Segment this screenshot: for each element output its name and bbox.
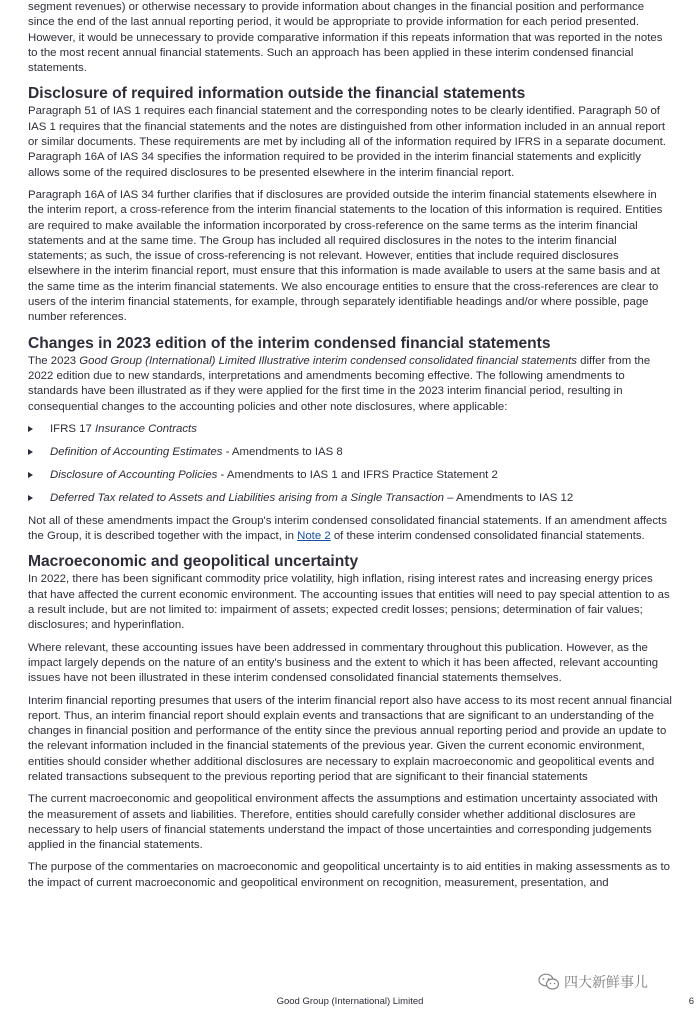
bullet-icon — [28, 426, 33, 432]
italic-title: Good Group (International) Limited Illustrative interim condensed consolidated financial statements — [79, 354, 577, 367]
wechat-icon — [538, 973, 560, 991]
paragraph: Paragraph 51 of IAS 1 requires each financial statement and the corresponding notes to be clearly identified. Paragraph 50 of IAS 1 requires that the financial statements and the notes are distinguished from other information included in an annual report or similar documents. These requirements are met by including all of the information required by IFRS in a separate document. Paragraph 16A of IAS 34 specifies the information required to be provided in the interim financial statements and explicitly allows some of the required disclosures to be presented elsewhere in the interim financial report. — [28, 105, 666, 179]
bullet-icon — [28, 449, 33, 455]
section-heading-disclosure: Disclosure of required information outside the financial statements — [28, 85, 526, 103]
text: differ from the 2022 edition due to new standards, interpretations and amendments becoming effective. The following amendments to standards have been illustrated as if they were applied for the first time in the 2023 interim financial period, resulting in consequential changes to the accounting policies and other note disclosures, where applicable: — [28, 354, 651, 413]
list-item — [28, 422, 672, 445]
footer-company: Good Group (International) Limited — [276, 996, 424, 1007]
section-heading-changes-2023: Changes in 2023 edition of the interim condensed financial statements — [28, 334, 551, 352]
paragraph: Interim financial reporting presumes that users of the interim financial report also have access to its most recent annual financial report. Thus, an interim financial report should explain events and transactions that are significant to an understanding of the changes in financial position and performance of the entity since the previous annual reporting period and provide an update to the relevant information included in the financial statements of the previous year. Given the current economic environment, entities should consider whether additional disclosures are necessary to explain macroeconomic and geopolitical events and related transactions subsequent to the previous reporting period that are significant to their financial statements — [28, 694, 672, 783]
page-number: 6 — [688, 996, 694, 1007]
list-item — [28, 468, 672, 491]
text: of these interim condensed consolidated financial statements. — [330, 530, 645, 543]
bullet-icon — [28, 495, 33, 501]
text: Not all of these amendments impact the Group's interim condensed consolidated financial statements. If an amendment affects the Group, it is described together with the impact, in — [28, 514, 667, 543]
italic-title: Definition of Accounting Estimates — [50, 445, 223, 458]
italic-title: Deferred Tax related to Assets and Liabilities arising from a Single Transaction — [50, 491, 445, 504]
paragraph: The current macroeconomic and geopolitical environment affects the assumptions and estimation uncertainty associated with the measurement of assets and liabilities. Therefore, entities should carefully consider whether additional disclosures are necessary to help users of financial statements understand the impact of those uncertainties and corresponding judgements applied in the financial statements. — [28, 793, 658, 852]
italic-title: Disclosure of Accounting Policies — [50, 468, 218, 481]
text: - Amendments to IAS 8 — [222, 445, 343, 458]
paragraph: In 2022, there has been significant commodity price volatility, high inflation, rising interest rates and increasing energy prices that have affected the current economic environment. The accounting issues that entities will need to pay special attention to as a result include, but are not limited to: impairment of assets; expected credit losses; pensions; determination of fair values; disclosures; and hyperinflation. — [28, 573, 670, 632]
paragraph — [28, 354, 672, 415]
text: - Amendments to IAS 1 and IFRS Practice Statement 2 — [217, 468, 498, 481]
text: IFRS 17 — [50, 422, 95, 435]
paragraph — [28, 514, 672, 545]
list-item — [28, 445, 672, 468]
watermark-text: 四大新鲜事儿 — [564, 974, 648, 990]
watermark — [538, 972, 648, 992]
list-item — [28, 491, 672, 514]
paragraph: Paragraph 16A of IAS 34 further clarifies that if disclosures are provided outside the interim financial statements elsewhere in the interim report, a cross-reference from the interim financial statements to the location of this information is required. Entities are required to make available the information incorporated by cross-reference on the same terms as the interim financial statements and at the same time. The Group has included all required disclosures in the notes to the interim financial statements; as such, the issue of cross-referencing is not relevant. However, entities that include required disclosures elsewhere in the interim financial report, must ensure that this information is made available to users at the same basis and at the same time as the interim financial statements. We also encourage entities to ensure that the cross-references are clear to users of the interim financial statements, for example, through separately identifiable headings and/or where possible, page number references. — [28, 188, 663, 324]
paragraph: The purpose of the commentaries on macroeconomic and geopolitical uncertainty is to aid entities in making assessments as to the impact of current macroeconomic and geopolitical environment on recognition, measurement, presentation, and — [28, 861, 671, 889]
text: – Amendments to IAS 12 — [444, 491, 574, 504]
intro-paragraph: segment revenues) or otherwise necessary to provide information about changes in the financial position and performance since the end of the last annual reporting period, it would be appropriate to provide information for each period presented. However, it would be unnecessary to provide comparative information if this repeats information that was reported in the notes to the most recent annual financial statements. Such an approach has been applied in these interim condensed financial statements. — [28, 1, 663, 75]
document-page — [28, 0, 672, 891]
text: The 2023 — [28, 354, 80, 367]
section-heading-macroeconomic: Macroeconomic and geopolitical uncertainty — [28, 553, 359, 571]
paragraph: Where relevant, these accounting issues have been addressed in commentary throughout this publication. However, as the impact largely depends on the nature of an entity's business and the extent to which it has been affected, relevant accounting issues have not been illustrated in these interim condensed consolidated financial statements themselves. — [28, 641, 659, 685]
amendments-list — [28, 422, 672, 514]
note-2-link[interactable]: Note 2 — [297, 530, 331, 543]
italic-title: Insurance Contracts — [94, 422, 197, 435]
bullet-icon — [28, 472, 33, 478]
